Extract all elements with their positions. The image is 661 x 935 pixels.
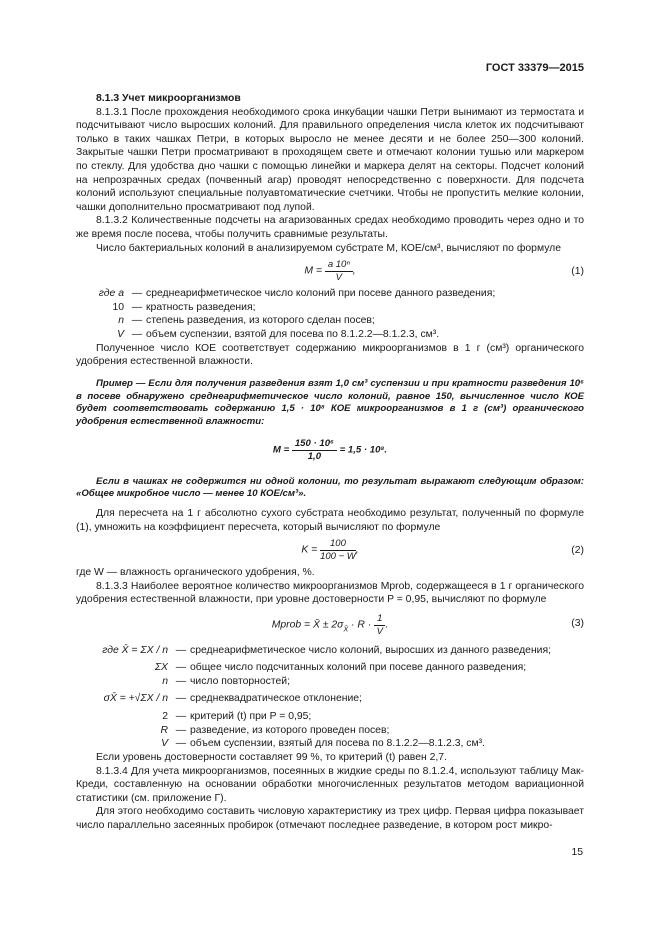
formula-3-mid: · R · [351,619,372,631]
legend-row [76,328,584,342]
legend-symbol: n [118,315,124,327]
formula-3-fraction [374,613,385,638]
formula-3-lhs: Mprob = [271,619,311,631]
legend-row [76,737,584,751]
formula-3-tail: . [385,619,389,631]
legend-symbol: V [161,738,168,750]
legend-symbol: где a [98,288,124,300]
paragraph-8-1-3-3: 8.1.3.3 Наиболее вероятное количество микроорганизмов Mprob, содержащееся в 1 г органического удобрения естественной влажности, при уровне достоверности P = 0,95, вычисляют по формуле [76,580,584,606]
legend-text: критерий (t) при P = 0,95; [190,711,312,723]
legend-dash: — [175,693,187,705]
example-note: Если в чашках не содержится ни одной колонии, то результат выражают следующим образом: «Общее микробное число — менее 10 КОЕ/см³». [76,475,584,500]
formula-1-lhs: M = [304,265,322,277]
example-formula-rhs: = 1,5 · 10⁸. [339,444,388,456]
example-formula-fraction [292,438,337,463]
legend-dash: — [175,662,187,673]
legend-dash: — [175,645,187,657]
formula-3-subscript: X̄ [343,626,349,634]
legend-dash: — [175,675,187,687]
formula-3 [76,607,584,641]
formula-1-tail: , [352,265,356,277]
legend-symbol: ΣX [154,662,168,673]
formula-2-number: (2) [571,545,584,557]
legend-row [76,724,584,738]
document-body [76,92,584,833]
formula-2-lhs: K = [301,544,318,556]
legend-dash: — [131,288,143,300]
paragraph-count: Число бактериальных колоний в анализируемом субстрате M, КОЕ/см³, вычисляют по формуле [96,242,562,254]
legend-dash: — [131,328,143,340]
legend-row [76,301,584,315]
legend-symbol: 10 [112,301,124,313]
formula-3-denominator: V [376,626,383,637]
formula-1-fraction [325,259,353,284]
legend-row [76,688,584,710]
legend-row [76,710,584,724]
legend-text: среднеквадратическое отклонение; [190,693,362,705]
legend-row [76,661,584,675]
formula-2-tail: , [355,544,359,556]
legend-text: среднеарифметическое число колоний при посеве данного разведения; [146,288,496,300]
legend-text: разведение, из которого проведен посев; [190,724,390,736]
paragraph-last: Для этого необходимо составить числовую характеристику из трех цифр. Первая цифра показывает число параллельно засеянных пробирок (отмечают последнее разведение, в котором рост микро- [76,806,584,831]
formula-3-body: X̄ ± 2σ [313,619,344,631]
legend-dash: — [175,724,187,736]
legend-text: кратность разведения; [146,301,256,313]
document-id: ГОСТ 33379—2015 [485,62,584,74]
formula-1-numerator: a 10ⁿ [325,259,353,272]
paragraph-koe: Полученное число КОЕ соответствует содержанию микроорганизмов в 1 г (см³) органического удобрения естественной влажности. [76,342,584,368]
legend-row [76,287,584,301]
formula-2-fraction [320,538,356,563]
formula-1-denominator: V [335,272,342,284]
legend-symbol: n [162,675,168,687]
legend-dash: — [131,315,143,327]
legend-text: среднеарифметическое число колоний, выросших из данного разведения; [190,645,551,657]
paragraph-level: Если уровень достоверности составляет 99 %, то критерий (t) равен 2,7. [96,751,447,763]
example-formula-numerator: 150 · 10⁶ [292,438,337,451]
legend-text: объем суспензии, взятый для посева по 8.1.2.2—8.1.2.3, см³. [190,738,485,750]
legend-row [76,675,584,689]
legend-w: где W — влажность органического удобрения, %. [76,567,315,579]
paragraph-8-1-3-1: 8.1.3.1 После прохождения необходимого срока инкубации чашки Петри вынимают из термостата и подсчитывают число выросших колоний. Для правильного определения числа клеток их подсчитывают только в таких чашках Петри, в которых выросло не менее десяти и не более 250—300 колоний. Закрытые чашки Петри просматривают в проходящем свете и отмечают колонии тушью или маркером по стеклу. Для удобства дно чашки с помощью линейки и маркера делят на секторы. Подсчет колоний на непрозрачных средах (почвенный агар) проводят непосредственно с поверхности. Для подсчета колоний используют специальные полуавтоматические счетчики. Чтобы не пропустить мелкие колонии, чашки дополнительно просматривают под лупой. [76,106,584,213]
legend-symbol: где X̄ = ΣX / n [102,645,168,657]
legend-dash: — [131,301,143,313]
formula-2-numerator: 100 [320,538,356,551]
formula-3-numerator: 1 [374,613,385,626]
legend-text: объем суспензии, взятой для посева по 8.1.2.2—8.1.2.3, см³. [146,328,440,340]
paragraph-recalc: Для пересчета на 1 г абсолютно сухого субстрата необходимо результат, полученный по формуле (1), умножить на коэффициент пересчета, который вычисляют по формуле [76,508,584,533]
section-title: 8.1.3 Учет микроорганизмов [96,93,241,104]
formula-3-number: (3) [571,618,584,629]
legend-symbol: σX̄ = +√ΣX / n [103,693,168,705]
legend-symbol: 2 [162,711,168,723]
legend-formula-1 [76,287,584,341]
page-number: 15 [571,847,583,858]
legend-symbol: R [160,724,168,736]
paragraph-8-1-3-4: 8.1.3.4 Для учета микроорганизмов, посеянных в жидкие среды по 8.1.2.4, используют таблицу Мак-Креди, составленную на основании обработки многочисленных результатов методом вариационной статистики (см. приложение Г). [76,765,584,804]
formula-2 [76,534,584,566]
legend-text: общее число подсчитанных колоний при посеве данного разведения; [190,662,527,673]
example-formula [76,438,584,466]
example-formula-lhs: M = [272,444,290,456]
legend-formula-3 [76,641,584,751]
example-text: Пример — Если для получения разведения взят 1,0 см³ суспензии и при кратности разведения 10⁶ в посеве обнаружено среднеарифметическое число колоний, равное 150, вычисленное число КОЕ будет соответствовать содержанию 1,5 · 10⁸ КОЕ микроорганизмов в 1 г (см³) органического удобрения естественной влажности: [76,378,584,428]
legend-symbol: V [117,328,124,340]
paragraph-8-1-3-2: 8.1.3.2 Количественные подсчеты на агаризованных средах необходимо проводить через одно и то же время после посева, чтобы получить сравнимые результаты. [76,215,584,240]
legend-text: степень разведения, из которого сделан посев; [146,315,375,327]
legend-text: число повторностей; [190,675,290,687]
legend-dash: — [175,738,187,750]
legend-row [76,641,584,661]
legend-dash: — [175,711,187,723]
legend-row [76,314,584,328]
example-formula-denominator: 1,0 [307,451,322,463]
formula-1 [76,255,584,287]
formula-1-number: (1) [571,266,584,278]
formula-2-denominator: 100 − W [320,551,356,563]
